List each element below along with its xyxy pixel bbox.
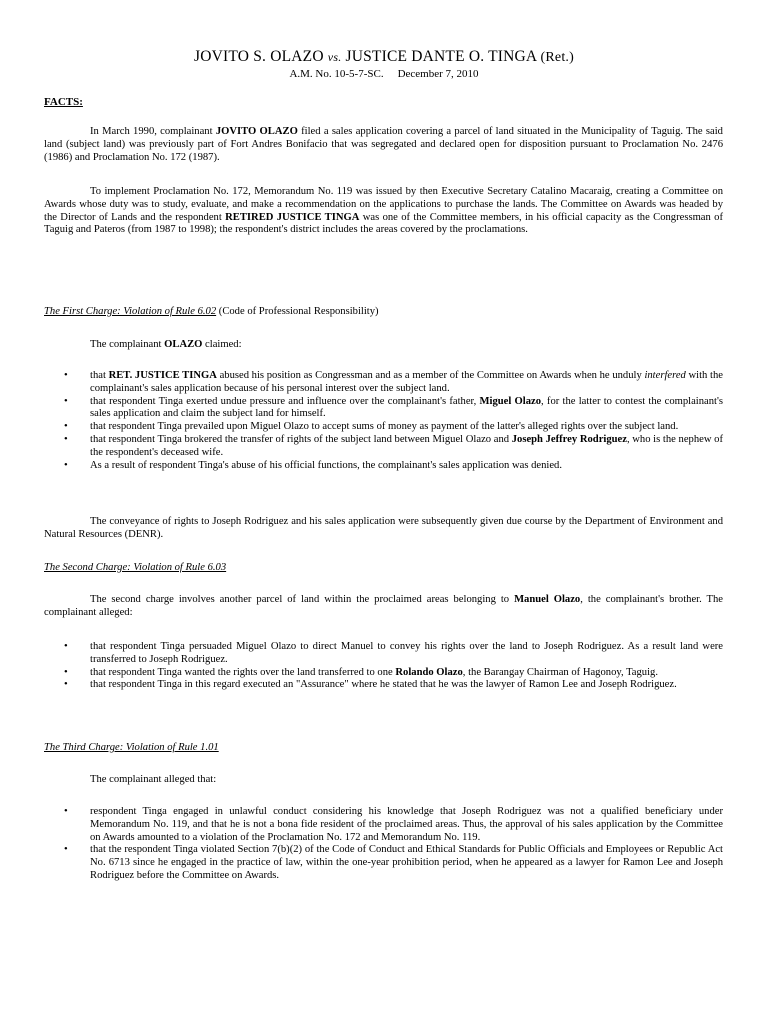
list-item: • that the respondent Tinga violated Section 7(b)(2) of the Code of Conduct and Ethical Standards for Public Officials and Employees or Republic Act No. 6713 since he engaged in the practice of law, within the one-year prohibition period, when he appeared as a lawyer for Ramon Lee and Joseph Rodriguez before the Committee on Awards. (64, 844, 723, 881)
document-title (0, 48, 768, 66)
first-charge-heading: The First Charge: Violation of Rule 6.02 (Code of Professional Responsibility) (44, 306, 379, 317)
list-item: • that RET. JUSTICE TINGA abused his position as Congressman and as a member of the Committee on Awards when he unduly interfered with the complainant's sales application because of his personal interest over the subject land. (64, 370, 723, 394)
first-charge-conclusion: The conveyance of rights to Joseph Rodriguez and his sales application were subsequently given due course by the Department of Environment and Natural Resources (DENR). (44, 516, 723, 540)
list-item: • that respondent Tinga persuaded Miguel Olazo to direct Manuel to convey his rights over the land to Joseph Rodriguez. As a result land were transferred to Joseph Rodriguez. (64, 641, 723, 665)
list-item: • that respondent Tinga wanted the rights over the land transferred to one Rolando Olazo, the Barangay Chairman of Hagonoy, Taguig. (64, 666, 658, 678)
second-charge-heading: The Second Charge: Violation of Rule 6.03 (44, 562, 227, 573)
title-vs: vs. (327, 50, 342, 64)
facts-paragraph-1: In March 1990, complainant JOVITO OLAZO filed a sales application covering a parcel of land situated in the Municipality of Taguig. The said land (subject land) was previously part of Fort Andres Bonifacio that was segregated and declared open for disposition pursuant to Proclamation No. 2476 (1986) and Proclamation No. 172 (1987). (44, 126, 723, 163)
list-item: • respondent Tinga engaged in unlawful conduct considering his knowledge that Joseph Rodriguez was not a qualified beneficiary under Memorandum No. 119, and that he is not a bona fide resident of the proclaimed areas. Thus, the approval of his sales application by the Committee on Awards amounted to a violation of the Proclamation No. 172 and Memorandum No. 119. (64, 806, 723, 843)
title-party-right: JUSTICE DANTE O. TINGA (345, 48, 537, 65)
list-item: • that respondent Tinga brokered the transfer of rights of the subject land between Miguel Olazo and Joseph Jeffrey Rodriguez, who is the nephew of the respondent's deceased wife. (64, 433, 723, 458)
list-item: • As a result of respondent Tinga's abuse of his official functions, the complainant's sales application was denied. (64, 459, 563, 471)
title-party-left: JOVITO S. OLAZO (193, 48, 324, 65)
third-charge-list (44, 806, 723, 883)
third-charge-heading: The Third Charge: Violation of Rule 1.01 (44, 742, 219, 753)
facts-paragraph-2: To implement Proclamation No. 172, Memorandum No. 119 was issued by then Executive Secretary Catalino Macaraig, creating a Committee on Awards whose duty was to study, evaluate, and make a recommendation on the applications to purchase the lands. The Committee on Awards was headed by the Director of Lands and the respondent RETIRED JUSTICE TINGA was one of the Committee members, in his official capacity as the Congressman of Taguig and Pateros (from 1987 to 1998); the respondent's district includes the areas covered by the proclamations. (44, 186, 723, 236)
case-subtitle (0, 68, 768, 80)
second-charge-paragraph: The second charge involves another parcel of land within the proclaimed areas belonging to Manuel Olazo, the complainant's brother. The complainant alleged: (44, 594, 724, 618)
list-item: • that respondent Tinga in this regard executed an "Assurance" where he stated that he was the lawyer of Ramon Lee and Joseph Rodriguez. (64, 679, 677, 691)
title-ret: (Ret.) (540, 50, 574, 65)
first-charge-lead: The complainant OLAZO claimed: (90, 339, 242, 350)
list-item: • that respondent Tinga prevailed upon Miguel Olazo to accept sums of money as payment of the latter's alleged rights over the subject land. (64, 421, 679, 433)
case-date: December 7, 2010 (397, 68, 479, 80)
case-number: A.M. No. 10-5-7-SC. (289, 68, 384, 80)
third-charge-lead: The complainant alleged that: (90, 774, 217, 785)
list-item: • that respondent Tinga exerted undue pressure and influence over the complainant's father, Miguel Olazo, for the latter to contest the complainant's sales application and claim the subject land for himself. (64, 395, 724, 420)
facts-heading: FACTS: (44, 96, 83, 108)
second-charge-list (44, 641, 723, 692)
first-charge-list (44, 370, 723, 472)
